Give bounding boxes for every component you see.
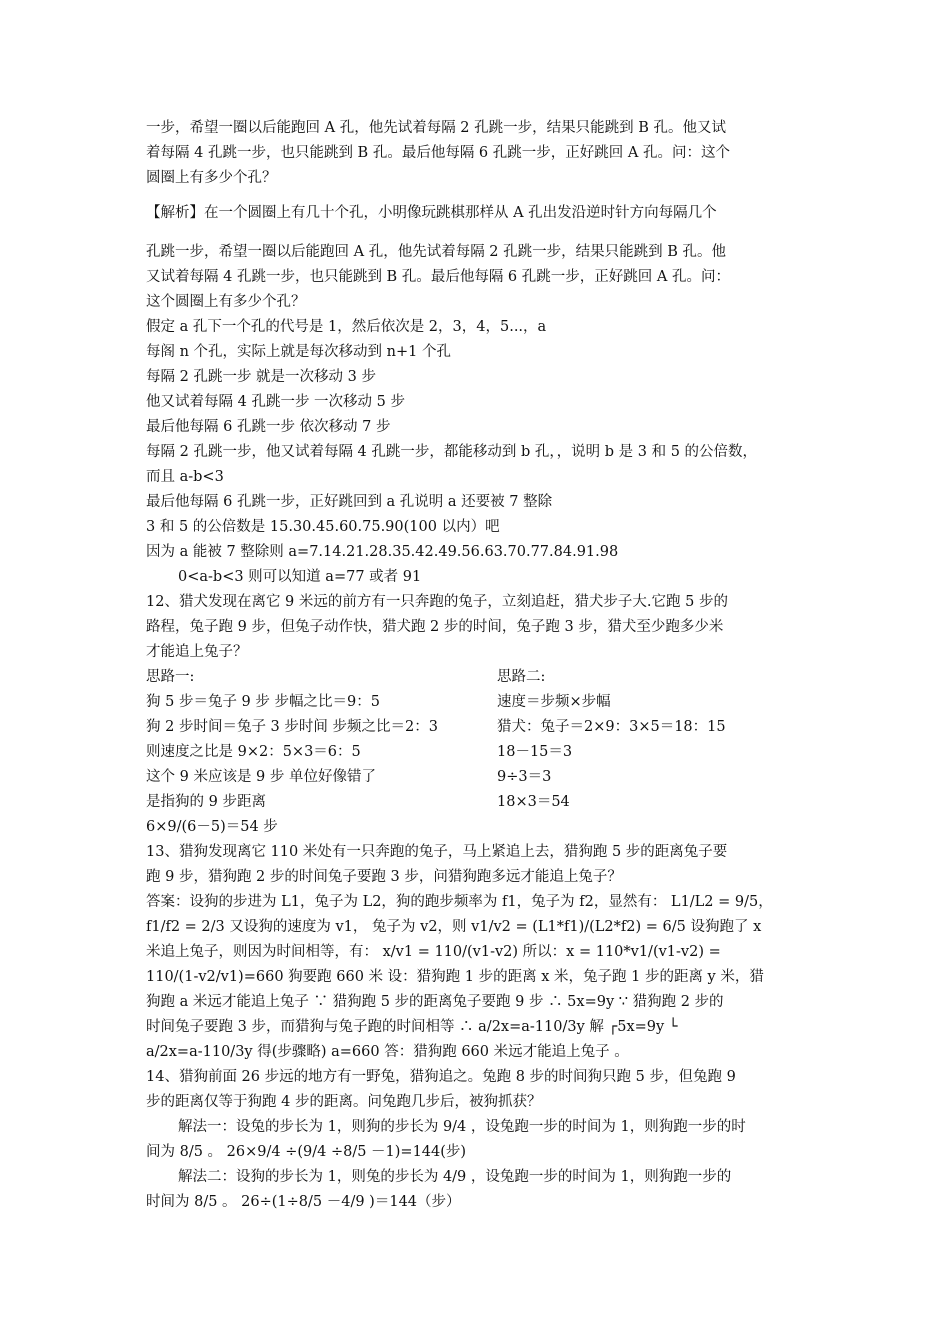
answer-13-line: 110/(1-v2/v1)=660 狗要跑 660 米 设：猎狗跑 1 步的距离 x 米，兔子跑 1 步的距离 y 米，猎 [146, 969, 764, 985]
answer-13-line: 狗跑 a 米远才能追上兔子 ∵ 猎狗跑 5 步的距离兔子要跑 9 步 ∴ 5x=9y ∵ 猎狗跑 2 步的 [146, 994, 724, 1010]
analysis-line: 假定 a 孔下一个孔的代号是 1，然后依次是 2，3，4，5...，a [146, 319, 547, 335]
analysis-line: 最后他每隔 6 孔跳一步 依次移动 7 步 [146, 419, 391, 435]
answer-13-line: 答案：设狗的步进为 L1，兔子为 L2，狗的跑步频率为 f1，兔子为 f2，显然有： L1/L2 = 9/5， [146, 894, 773, 910]
question-12-line: 路程，兔子跑 9 步，但兔子动作快，猎犬跑 2 步的时间，兔子跑 3 步，猎犬至少跑多少米 [146, 619, 724, 635]
approach-two-line: 18－15＝3 [497, 744, 573, 760]
approach-two-line: 速度＝步频×步幅 [497, 694, 611, 710]
solution-one-line: 解法一：设兔的步长为 1，则狗的步长为 9/4 ，设兔跑一步的时间为 1，则狗跑一步的时 [178, 1119, 746, 1135]
question-12-line: 才能追上兔子？ [146, 644, 248, 660]
approach-two-line: 猎犬：兔子＝2×9：3×5＝18：15 [497, 719, 726, 735]
analysis-line: 每隔 2 孔跳一步 就是一次移动 3 步 [146, 369, 376, 385]
solution-two-line: 时间为 8/5 。 26÷(1÷8/5 －4/9 )＝144（步） [146, 1194, 461, 1210]
answer-13-line: 米追上兔子，则因为时间相等，有： x/v1 = 110/(v1-v2) 所以：x = 110*v1/(v1-v2) = [146, 944, 721, 960]
question-13-line: 13、猎狗发现离它 110 米处有一只奔跑的兔子，马上紧追上去，猎狗跑 5 步的距离兔子要 [146, 844, 728, 860]
approach-one-line: 6×9/(6－5)＝54 步 [146, 819, 278, 835]
intro-line-2: 着每隔 4 孔跳一步，也只能跳到 B 孔。最后他每隔 6 孔跳一步，正好跳回 A 孔。问：这个 [146, 145, 730, 161]
analysis-line: 孔跳一步，希望一圈以后能跑回 A 孔，他先试着每隔 2 孔跳一步，结果只能跳到 B 孔。他 [146, 244, 727, 260]
analysis-line: 最后他每隔 6 孔跳一步，正好跳回到 a 孔说明 a 还要被 7 整除 [146, 494, 553, 510]
approach-one-line: 这个 9 米应该是 9 步 单位好像错了 [146, 769, 376, 785]
solution-two-line: 解法二：设狗的步长为 1，则兔的步长为 4/9 ，设兔跑一步的时间为 1，则狗跑一步的 [178, 1169, 732, 1185]
approach-one-line: 是指狗的 9 步距离 [146, 794, 266, 810]
intro-line-1: 一步，希望一圈以后能跑回 A 孔，他先试着每隔 2 孔跳一步，结果只能跳到 B 孔。他又试 [146, 120, 727, 136]
answer-13-line: 时间兔子要跑 3 步，而猎狗与兔子跑的时间相等 ∴ a/2x=a-110/3y 解 ┌5x=9y └ [146, 1019, 678, 1035]
approach-two-line: 18×3＝54 [497, 794, 570, 810]
analysis-line: 而且 a-b<3 [146, 469, 224, 485]
analysis-heading-line: 【解析】在一个圆圈上有几十个孔，小明像玩跳棋那样从 A 孔出发沿逆时针方向每隔几个 [146, 205, 717, 221]
analysis-line: 他又试着每隔 4 孔跳一步 一次移动 5 步 [146, 394, 405, 410]
analysis-line: 每阁 n 个孔，实际上就是每次移动到 n+1 个孔 [146, 344, 451, 360]
answer-13-line: f1/f2 = 2/3 又设狗的速度为 v1， 兔子为 v2，则 v1/v2 = (L1*f1)/(L2*f2) = 6/5 设狗跑了 x [146, 919, 762, 935]
approach-one-line: 思路一: [146, 669, 195, 685]
approach-one-line: 则速度之比是 9×2：5×3＝6：5 [146, 744, 361, 760]
analysis-line: 这个圆圈上有多少个孔？ [146, 294, 306, 310]
question-14-line: 步的距离仅等于狗跑 4 步的距离。问兔跑几步后，被狗抓获？ [146, 1094, 542, 1110]
question-12-line: 12、猎犬发现在离它 9 米远的前方有一只奔跑的兔子，立刻追赶，猎犬步子大.它跑 5 步的 [146, 594, 728, 610]
intro-line-3: 圆圈上有多少个孔？ [146, 170, 277, 186]
question-13-line: 跑 9 步，猎狗跑 2 步的时间兔子要跑 3 步，问猎狗跑多远才能追上兔子？ [146, 869, 622, 885]
analysis-line: 0<a-b<3 则可以知道 a=77 或者 91 [178, 569, 422, 585]
approach-one-line: 狗 5 步＝兔子 9 步 步幅之比＝9：5 [146, 694, 380, 710]
analysis-line: 3 和 5 的公倍数是 15.30.45.60.75.90(100 以内）吧 [146, 519, 500, 535]
analysis-line: 每隔 2 孔跳一步，他又试着每隔 4 孔跳一步，都能移动到 b 孔，，说明 b 是 3 和 5 的公倍数， [146, 444, 758, 460]
answer-13-line: a/2x=a-110/3y 得(步骤略) a=660 答：猎狗跑 660 米远才能追上兔子 。 [146, 1044, 629, 1060]
approach-two-line: 9÷3＝3 [497, 769, 552, 785]
approach-two-line: 思路二: [497, 669, 546, 685]
approach-one-line: 狗 2 步时间＝兔子 3 步时间 步频之比＝2：3 [146, 719, 438, 735]
analysis-line: 因为 a 能被 7 整除则 a=7.14.21.28.35.42.49.56.63.70.77.84.91.98 [146, 544, 619, 560]
question-14-line: 14、猎狗前面 26 步远的地方有一野兔，猎狗追之。兔跑 8 步的时间狗只跑 5 步，但兔跑 9 [146, 1069, 736, 1085]
analysis-line: 又试着每隔 4 孔跳一步，也只能跳到 B 孔。最后他每隔 6 孔跳一步，正好跳回 A 孔。问： [146, 269, 730, 285]
solution-one-line: 间为 8/5 。 26×9/4 ÷(9/4 ÷8/5 －1)=144(步) [146, 1144, 467, 1160]
